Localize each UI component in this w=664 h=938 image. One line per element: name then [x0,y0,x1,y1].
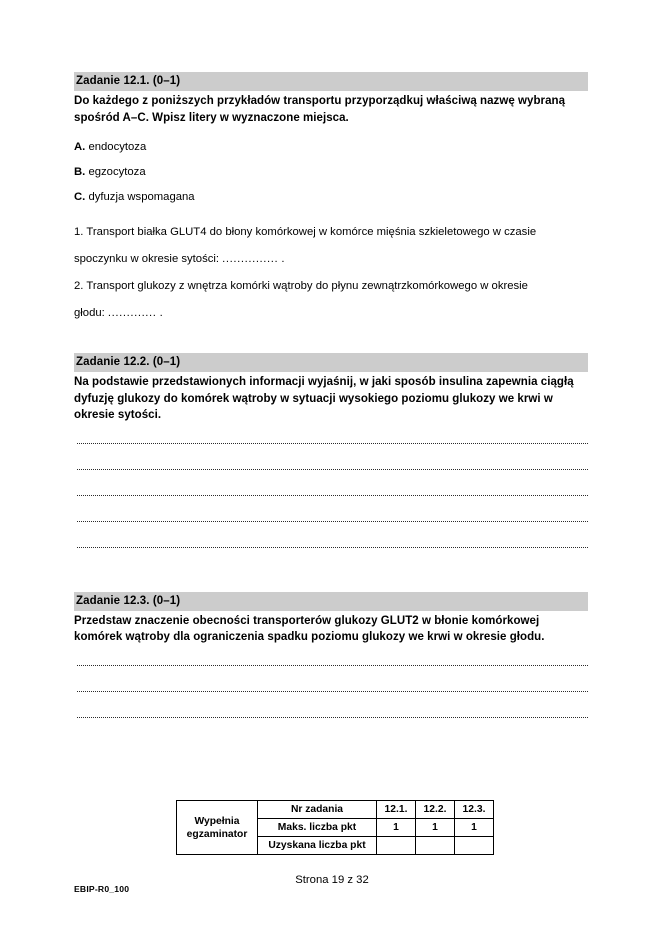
max-points-12-3: 1 [455,819,494,837]
answer-blank-1[interactable]: ............... [222,253,279,265]
spacer-after-task-12-1 [74,327,588,353]
option-list [74,140,588,205]
option-a [74,140,588,155]
task-number-12-3: 12.3. [455,801,494,819]
transport-item-2-line1: 2. Transport glukozy z wnętrza komórki wątroby do płynu zewnątrzkomórkowego w okresie [74,280,528,292]
row-label-uzyskana-liczba-pkt: Uzyskana liczba pkt [258,837,377,855]
examiner-score-table [176,800,494,855]
answer-line[interactable] [74,510,588,536]
task-number-12-1: 12.1. [377,801,416,819]
answer-line[interactable] [74,536,588,562]
task-command-12-2: Na podstawie przedstawionych informacji wyjaśnij, w jaki sposób insulina zapewnia ciągłą dyfuzję glukozy do komórek wątroby w sytuacji wysokiego poziomu glukozy we krwi w okresie sytości. [74,376,574,421]
answer-line[interactable] [74,654,588,680]
row-label-maks-liczba-pkt: Maks. liczba pkt [258,819,377,837]
transport-item-2-prefix: głodu: [74,307,105,319]
task-command-12-1: Do każdego z poniższych przykładów transportu przyporządkuj właściwą nazwę wybraną spośród A–C. Wpisz litery w wyznaczone miejsca. [74,95,566,124]
task-number-12-2: 12.2. [416,801,455,819]
earned-points-12-3[interactable] [455,837,494,855]
table-row [177,801,494,819]
footer-document-code: EBIP-R0_100 [74,884,130,894]
answer-area-12-2[interactable] [74,432,588,562]
transport-item-1-line2 [74,246,588,273]
option-b-letter: B. [74,166,86,178]
option-b [74,165,588,180]
transport-item-2 [74,273,588,327]
examiner-label-line2: egzaminator [186,828,248,840]
option-c-letter: C. [74,191,86,203]
page-content [74,72,588,732]
transport-item-1 [74,219,588,273]
earned-points-12-2[interactable] [416,837,455,855]
answer-line[interactable] [74,432,588,458]
answer-blank-2[interactable]: ............. [107,307,157,319]
transport-item-1-prefix: spoczynku w okresie sytości: [74,253,220,265]
earned-points-12-1[interactable] [377,837,416,855]
task-header-12-3: Zadanie 12.3. (0–1) [74,592,588,611]
row-label-nr-zadania: Nr zadania [258,801,377,819]
transport-item-1-suffix: . [281,253,285,265]
answer-line[interactable] [74,458,588,484]
option-c-text: dyfuzja wspomagana [88,191,195,203]
answer-line[interactable] [74,706,588,732]
transport-item-list [74,219,588,327]
option-b-text: egzocytoza [88,166,146,178]
option-a-text: endocytoza [88,141,147,153]
task-command-12-3: Przedstaw znaczenie obecności transporterów glukozy GLUT2 w błonie komórkowej komórek wątroby dla ograniczenia spadku poziomu glukozy we krwi w okresie głodu. [74,614,545,643]
answer-area-12-3[interactable] [74,654,588,732]
max-points-12-2: 1 [416,819,455,837]
task-header-12-2: Zadanie 12.2. (0–1) [74,353,588,372]
task-header-12-1: Zadanie 12.1. (0–1) [74,72,588,91]
transport-item-1-line1: 1. Transport białka GLUT4 do błony komórkowej w komórce mięśnia szkieletowego w czasie [74,226,537,238]
transport-item-2-line2 [74,300,588,327]
answer-line[interactable] [74,484,588,510]
examiner-label-line1: Wypełnia [194,815,240,827]
option-a-letter: A. [74,141,86,153]
transport-item-2-suffix: . [159,307,163,319]
answer-line[interactable] [74,680,588,706]
examiner-score-table-wrapper [176,800,494,855]
spacer-after-task-12-2 [74,562,588,592]
max-points-12-1: 1 [377,819,416,837]
option-c [74,190,588,205]
footer-page-number: Strona 19 z 32 [295,874,369,886]
examiner-label-cell [177,801,258,855]
